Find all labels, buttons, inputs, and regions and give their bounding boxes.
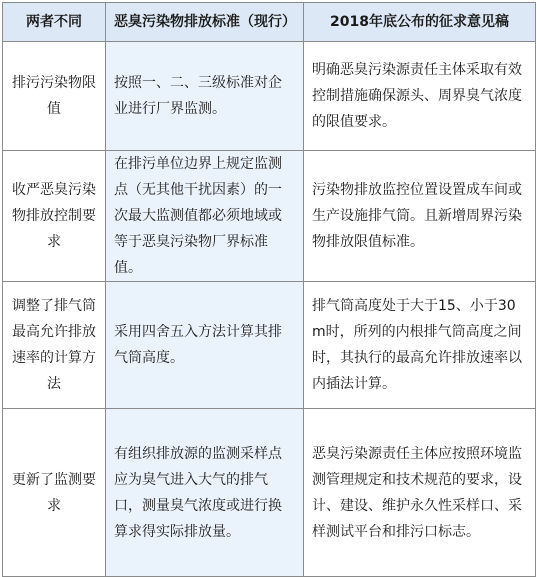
- draft-cell: 污染物排放监控位置设置成车间或生产设施排气筒。且新增周界污染物排放限值标准。: [304, 151, 536, 282]
- current-standard-cell: 按照一、二、三级标准对企业进行厂界监测。: [106, 42, 304, 151]
- aspect-cell: 调整了排气筒最高允许排放速率的计算方法: [3, 282, 106, 409]
- aspect-cell: 排污污染物限值: [3, 42, 106, 151]
- table-header-row: [3, 3, 536, 42]
- current-standard-cell: 采用四舍五入方法计算其排气筒高度。: [106, 282, 304, 409]
- header-2018-draft: 2018年底公布的征求意见稿: [304, 3, 536, 42]
- comparison-table: [2, 2, 536, 577]
- current-standard-cell: 有组织排放源的监测采样点应为臭气进入大气的排气口，测量臭气浓度或进行换算求得实际排放量。: [106, 409, 304, 577]
- current-standard-cell: 在排污单位边界上规定监测点（无其他干扰因素）的一次最大监测值都必须地域或等于恶臭污染物厂界标准值。: [106, 151, 304, 282]
- header-difference: 两者不同: [3, 3, 106, 42]
- header-current-standard: 恶臭污染物排放标准（现行）: [106, 3, 304, 42]
- table-row: [3, 42, 536, 151]
- table-row: [3, 282, 536, 409]
- table-row: [3, 151, 536, 282]
- aspect-cell: 更新了监测要求: [3, 409, 106, 577]
- draft-cell: 排气筒高度处于大于15、小于30m时，所列的内根排气筒高度之间时，其执行的最高允许排放速率以内插法计算。: [304, 282, 536, 409]
- aspect-cell: 收严恶臭污染物排放控制要求: [3, 151, 106, 282]
- draft-cell: 恶臭污染源责任主体应按照环境监测管理规定和技术规范的要求，设计、建设、维护永久性采样口、采样测试平台和排污口标志。: [304, 409, 536, 577]
- draft-cell: 明确恶臭污染源责任主体采取有效控制措施确保源头、周界臭气浓度的限值要求。: [304, 42, 536, 151]
- table-row: [3, 409, 536, 577]
